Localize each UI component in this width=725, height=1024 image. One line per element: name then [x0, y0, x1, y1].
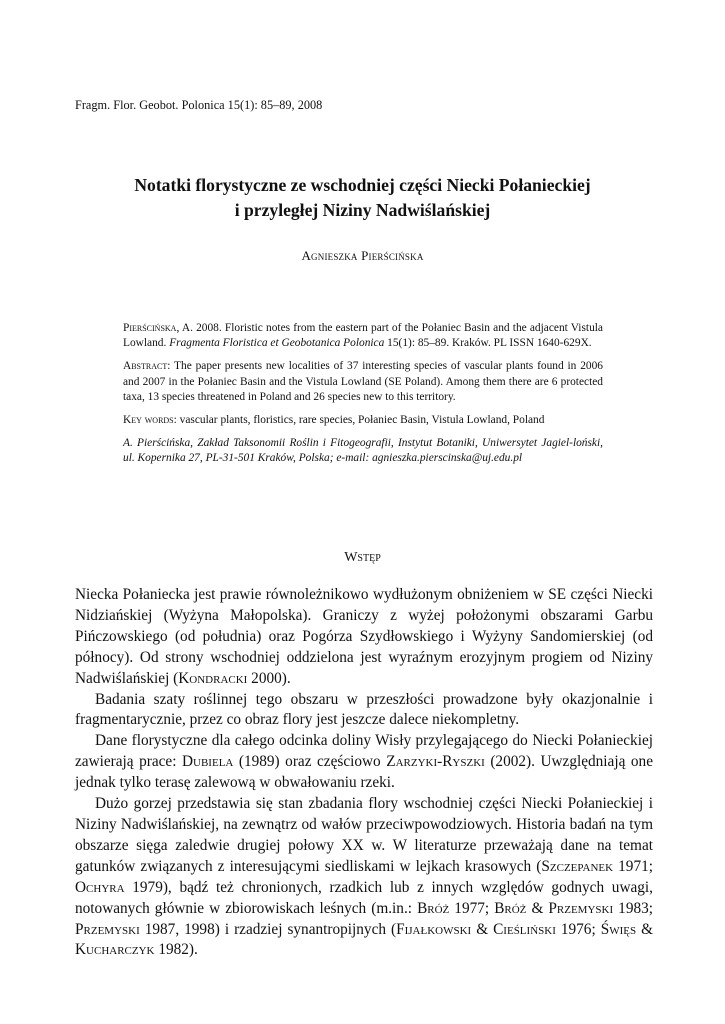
body-paragraph-1 [75, 585, 653, 690]
body-paragraph-3 [75, 731, 653, 794]
citation-dubiela: Dubiela [181, 753, 234, 771]
p3-text-mid: (1989) oraz częściowo [233, 753, 387, 771]
citation-ochyra: Ochyra [75, 878, 125, 896]
article-title [60, 173, 665, 223]
p1-text: Niecka Połaniecka jest prawie równoleżnikowo wydłużonym obniżeniem w SE części Niecki Nidziańskiej (Wyżyna Małopolska). Graniczy z wyżej położonymi obszarami Garbu Pińczowskiego (od południa) oraz Pogórza Szydłowskiego i Wyżyny Sandomierskiej (od północy). Od strony wschodniej oddzielona jest wyraźnym erozyjnym progiem od Niziny Nadwiślańskiej ( [75, 586, 653, 687]
citation-swies-kucharczyk: Święs & Kucharczyk [75, 920, 653, 959]
body-paragraph-4 [75, 794, 653, 961]
body-paragraph-2: Badania szaty roślinnej tego obszaru w przeszłości prowadzone były okazjonalnie i fragmentarycznie, przez co obraz flory jest jeszcze dalece niekompletny. [75, 690, 653, 729]
p4-text-f: 1987, 1998) i rzadziej synantropijnych ( [139, 920, 397, 938]
p4-text-g: 1976; [555, 920, 601, 938]
abstract-paragraph [123, 359, 603, 405]
abstract-label: Abstract [123, 360, 168, 373]
keywords-text: : vascular plants, floristics, rare species, Połaniec Basin, Vistula Lowland, Poland [173, 414, 545, 427]
reference-journal: Fragmenta Floristica et Geobotanica Polonica [169, 337, 385, 350]
article-author: Agnieszka Pierścińska [301, 248, 424, 263]
citation-przemyski: Przemyski [75, 920, 140, 938]
reference-author: Pierścińska [123, 322, 177, 334]
citation-fijalkowski-cieslinski: Fijałkowski & Cieśliński [396, 920, 556, 938]
abstract-text: : The paper presents new localities of 37 interesting species of vascular plants found in 2006 and 2007 in the Połaniec Basin and the Vistula Lowland (SE Poland). Among them there are 6 protected taxa, 13 species threatened in Poland and 26 species new to this territory. [123, 360, 603, 403]
reference-text-end: 15(1): 85–89. Kraków. PL ISSN 1640-629X. [384, 337, 592, 350]
journal-citation: Fragm. Flor. Geobot. Polonica 15(1): 85–89, 2008 [75, 98, 323, 112]
body-text [75, 585, 653, 961]
p4-text-b: 1971; [613, 857, 654, 875]
p3-text-end: (2002). Uwzględniają one jednak tylko terasę zalewową w obwałowaniu rzeki. [75, 753, 653, 792]
abstract-block [123, 321, 603, 475]
p3-text: Dane florystyczne dla całego odcinka doliny Wisły przylegającego do Niecki Połanieckiej zawierają prace: [75, 732, 653, 771]
citation-zarzyki-ryszki: Zarzyki-Ryszki [386, 753, 485, 771]
p4-text-e: 1983; [613, 899, 654, 917]
citation-broz: Bróż [417, 899, 450, 917]
bibliographic-reference [123, 321, 603, 351]
p1-text-end: 2000). [247, 669, 291, 687]
section-heading: Wstęp [344, 550, 381, 565]
title-line-2: i przyległej Niziny Nadwiślańskiej [234, 200, 491, 220]
p4-text-d: 1977; [449, 899, 495, 917]
citation-szczepanek: Szczepanek [541, 857, 614, 875]
citation-kondracki: Kondracki [178, 669, 248, 687]
p4-text-c: 1979), bądź też chronionych, rzadkich lub z innych względów godnych uwagi, notowanych głównie w zbiorowiskach leśnych (m.in.: [75, 878, 653, 917]
title-line-1: Notatki florystyczne ze wschodniej części Niecki Połanieckiej [134, 175, 591, 195]
reference-text: , A. 2008. Floristic notes from the eastern part of the Połaniec Basin and the adjacent Vistula Lowland. [123, 322, 603, 350]
citation-broz-przemyski: Bróż & Przemyski [494, 899, 614, 917]
keywords-paragraph [123, 413, 603, 428]
author-address: A. Pierścińska, Zakład Taksonomii Roślin i Fitogeografii, Instytut Botaniki, Uniwersytet Jagiel-loński, ul. Kopernika 27, PL-31-501 Kraków, Polska; e-mail: agnieszka.pierscinska@uj.edu.pl [123, 437, 603, 465]
p4-text: Dużo gorzej przedstawia się stan zbadania flory wschodniej części Niecki Połanieckiej i Niziny Nadwiślańskiej, na zewnątrz od wałów przeciwpowodziowych. Historia badań na tym obszarze sięga zaledwie drugiej połowy XX w. W literaturze przeważają dane na temat gatunków związanych z interesującymi siedliskami w lejkach krasowych ( [75, 795, 653, 875]
p4-text-end: 1982). [154, 941, 198, 959]
keywords-label: Key words [123, 414, 174, 427]
